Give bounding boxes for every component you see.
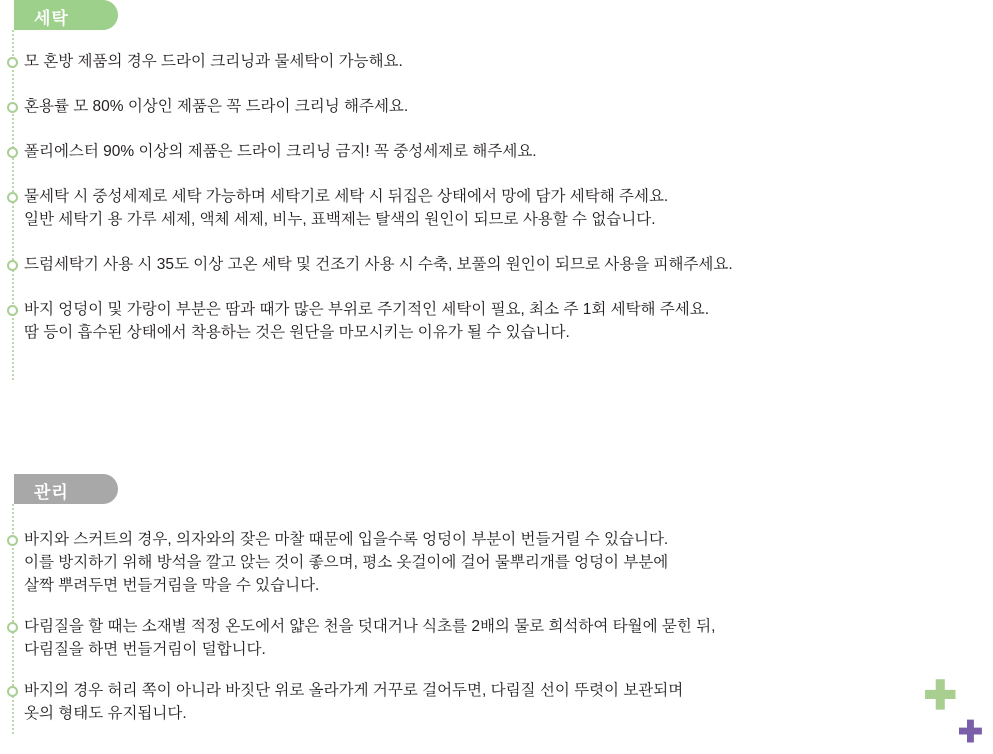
bullet-dot-icon xyxy=(7,622,18,633)
list-item-line: 살짝 뿌려두면 번들거림을 막을 수 있습니다. xyxy=(24,577,320,594)
list-item-line: 혼용률 모 80% 이상인 제품은 꼭 드라이 크리닝 해주세요. xyxy=(24,98,409,115)
list-item-line: 땀 등이 흡수된 상태에서 착용하는 것은 원단을 마모시키는 이유가 될 수 있습니다. xyxy=(24,324,570,341)
section-care xyxy=(0,474,993,725)
bullet-dot-icon xyxy=(7,305,18,316)
list-item-line: 모 혼방 제품의 경우 드라이 크리닝과 물세탁이 가능해요. xyxy=(24,53,403,70)
list-item xyxy=(0,528,993,597)
spacer xyxy=(0,276,993,298)
spacer xyxy=(0,73,993,95)
list-item-line: 물세탁 시 중성세제로 세탁 가능하며 세탁기로 세탁 시 뒤집은 상태에서 망에 담가 세탁해 주세요. xyxy=(24,188,669,205)
list-item-line: 다림질을 하면 번들거림이 덜합니다. xyxy=(24,641,266,658)
bullet-dot-icon xyxy=(7,260,18,271)
spacer xyxy=(0,597,993,615)
section-washing xyxy=(0,0,993,344)
list-item xyxy=(0,185,993,231)
list-item-line: 옷의 형태도 유지됩니다. xyxy=(24,705,187,722)
list-item-line: 이를 방지하기 위해 방석을 깔고 앉는 것이 좋으며, 평소 옷걸이에 걸어 물뿌리개를 엉덩이 부분에 xyxy=(24,554,669,571)
bullet-dot-icon xyxy=(7,192,18,203)
list-item xyxy=(0,95,993,118)
spacer xyxy=(0,661,993,679)
care-item-list xyxy=(0,528,993,725)
list-item xyxy=(0,253,993,276)
plus-mark-purple-icon: ✚ xyxy=(957,716,983,749)
plus-mark-green-icon: ✚ xyxy=(923,674,957,718)
list-item-line: 폴리에스터 90% 이상의 제품은 드라이 크리닝 금지! 꼭 중성세제로 해주세요. xyxy=(24,143,537,160)
list-item-line: 일반 세탁기 용 가루 세제, 액체 세제, 비누, 표백제는 탈색의 원인이 되므로 사용할 수 없습니다. xyxy=(24,211,656,228)
section-washing-heading xyxy=(14,0,118,30)
list-item-line: 바지의 경우 허리 쪽이 아니라 바짓단 위로 올라가게 거꾸로 걸어두면, 다림질 선이 뚜렷이 보관되며 xyxy=(24,682,684,699)
list-item xyxy=(0,615,993,661)
spacer xyxy=(0,163,993,185)
list-item-line: 바지와 스커트의 경우, 의자와의 잦은 마찰 때문에 입을수록 엉덩이 부분이 번들거릴 수 있습니다. xyxy=(24,531,669,548)
list-item-line: 다림질을 할 때는 소재별 적정 온도에서 얇은 천을 덧대거나 식초를 2배의 물로 희석하여 타월에 묻힌 뒤, xyxy=(24,618,716,635)
section-care-heading xyxy=(14,474,118,504)
list-item-line: 바지 엉덩이 및 가랑이 부분은 땀과 때가 많은 부위로 주기적인 세탁이 필요, 최소 주 1회 세탁해 주세요. xyxy=(24,301,710,318)
spacer xyxy=(0,118,993,140)
bullet-dot-icon xyxy=(7,535,18,546)
list-item-line: 드럼세탁기 사용 시 35도 이상 고온 세탁 및 건조기 사용 시 수축, 보풀의 원인이 되므로 사용을 피해주세요. xyxy=(24,256,733,273)
list-item xyxy=(0,679,993,725)
bullet-dot-icon xyxy=(7,102,18,113)
list-item xyxy=(0,50,993,73)
section-washing-title: 세탁 xyxy=(34,9,69,28)
list-item xyxy=(0,298,993,344)
washing-item-list xyxy=(0,50,993,344)
section-care-title: 관리 xyxy=(34,483,69,502)
bullet-dot-icon xyxy=(7,686,18,697)
bullet-dot-icon xyxy=(7,147,18,158)
spacer xyxy=(0,231,993,253)
bullet-dot-icon xyxy=(7,57,18,68)
list-item xyxy=(0,140,993,163)
